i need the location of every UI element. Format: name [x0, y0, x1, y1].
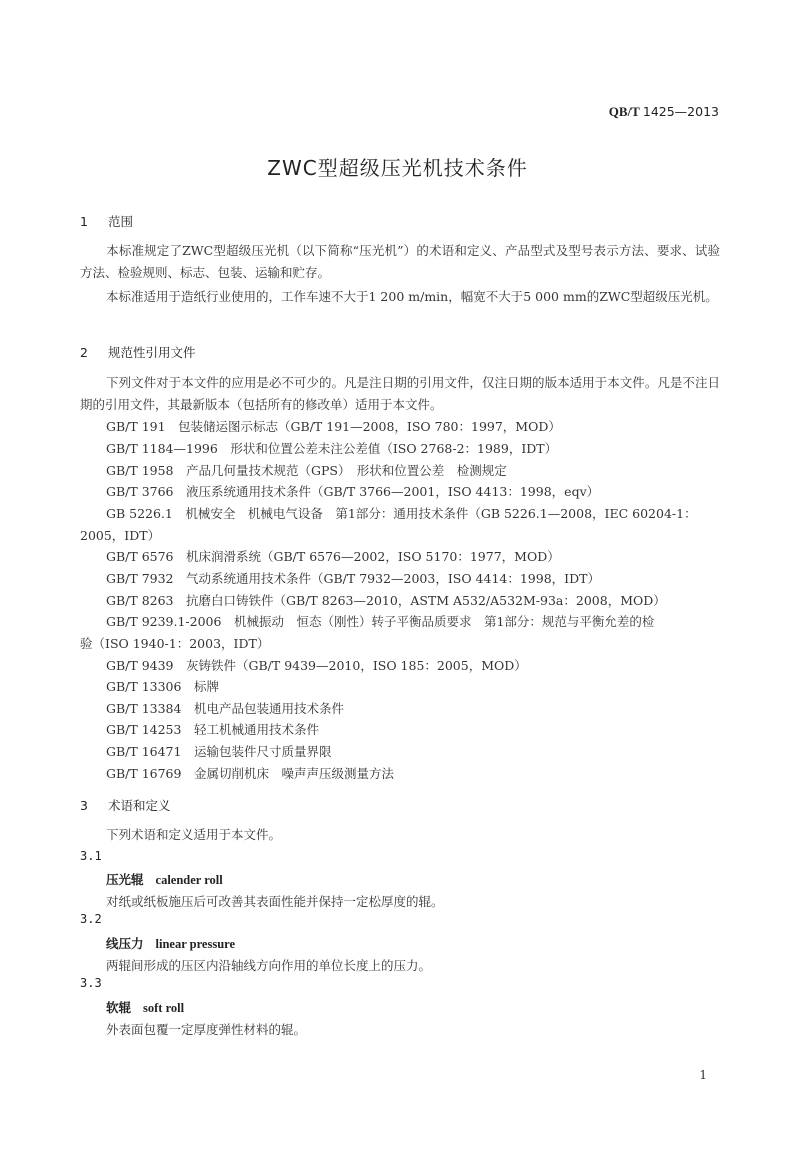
term-definition: 外表面包覆一定厚度弹性材料的辊。 — [106, 1022, 307, 1037]
reference-item-continuation: 2005，IDT） — [80, 528, 161, 543]
section-2-heading — [80, 343, 196, 361]
term-english: soft roll — [143, 1001, 185, 1015]
reference-item: GB/T 8263 抗磨白口铸铁件（GB/T 8263—2010，ASTM A532/A532M-93a：2008，MOD） — [106, 593, 666, 608]
paragraph — [80, 240, 720, 283]
term-entry — [106, 998, 184, 1016]
reference-item: GB/T 14253 轻工机械通用技术条件 — [106, 722, 319, 737]
reference-item: GB/T 9239.1-2006 机械振动 恒态（刚性）转子平衡品质要求 第1部分：规范与平衡允差的检 — [106, 614, 655, 629]
section-number: 3 — [80, 798, 88, 813]
section-3-heading — [80, 796, 171, 814]
paragraph — [80, 372, 720, 415]
reference-item: GB/T 191 包装储运图示标志（GB/T 191—2008，ISO 780：1997，MOD） — [106, 419, 561, 434]
paragraph-text: 下列文件对于本文件的应用是必不可少的。凡是注日期的引用文件，仅注日期的版本适用于本文件。凡是不注日期的引用文件，其最新版本（包括所有的修改单）适用于本文件。 — [80, 375, 720, 412]
reference-item-continuation: 验（ISO 1940-1：2003，IDT） — [80, 636, 270, 651]
reference-item: GB/T 13384 机电产品包装通用技术条件 — [106, 701, 344, 716]
section-title: 范围 — [108, 214, 134, 229]
section-title: 规范性引用文件 — [108, 345, 196, 360]
paragraph-text: 本标准适用于造纸行业使用的，工作车速不大于1 200 m/min，幅宽不大于5 000 mm的ZWC型超级压光机。 — [106, 289, 718, 304]
section-intro: 下列术语和定义适用于本文件。 — [106, 827, 282, 842]
reference-item: GB/T 13306 标牌 — [106, 679, 219, 694]
term-english: calender roll — [155, 873, 223, 887]
section-1-heading — [80, 212, 133, 230]
reference-item: GB/T 6576 机床润滑系统（GB/T 6576—2002，ISO 5170：1977，MOD） — [106, 549, 560, 564]
reference-item: GB 5226.1 机械安全 机械电气设备 第1部分：通用技术条件（GB 5226.1—2008，IEC 60204-1： — [106, 506, 697, 521]
reference-item: GB/T 1958 产品几何量技术规范（GPS） 形状和位置公差 检测规定 — [106, 463, 507, 478]
reference-item: GB/T 9439 灰铸铁件（GB/T 9439—2010，ISO 185：2005，MOD） — [106, 658, 527, 673]
term-number: 3.2 — [80, 912, 102, 926]
standard-code — [609, 104, 719, 120]
term-chinese: 线压力 — [106, 936, 144, 951]
term-definition: 对纸或纸板施压后可改善其表面性能并保持一定松厚度的辊。 — [106, 894, 444, 909]
reference-item: GB/T 16471 运输包装件尺寸质量界限 — [106, 744, 332, 759]
reference-item: GB/T 1184—1996 形状和位置公差未注公差值（ISO 2768-2：1989，IDT） — [106, 441, 558, 456]
term-number: 3.3 — [80, 976, 102, 990]
term-chinese: 压光辊 — [106, 872, 144, 887]
section-title: 术语和定义 — [108, 798, 171, 813]
term-definition: 两辊间形成的压区内沿轴线方向作用的单位长度上的压力。 — [106, 958, 432, 973]
term-english: linear pressure — [155, 937, 236, 951]
section-number: 1 — [80, 214, 88, 229]
paragraph-text: 本标准规定了ZWC型超级压光机（以下简称“压光机”）的术语和定义、产品型式及型号表示方法、要求、试验方法、检验规则、标志、包装、运输和贮存。 — [80, 243, 720, 280]
term-entry — [106, 934, 235, 952]
term-chinese: 软辊 — [106, 1000, 132, 1015]
paragraph — [80, 286, 720, 308]
term-entry — [106, 870, 223, 888]
term-number: 3.1 — [80, 849, 102, 863]
document-title: ZWC型超级压光机技术条件 — [267, 156, 528, 180]
standard-number: 1425—2013 — [642, 104, 719, 119]
reference-item: GB/T 3766 液压系统通用技术条件（GB/T 3766—2001，ISO 4413：1998，eqv） — [106, 484, 600, 499]
standard-prefix: QB/T — [608, 104, 640, 119]
page-number: 1 — [699, 1068, 707, 1082]
reference-item: GB/T 16769 金属切削机床 噪声声压级测量方法 — [106, 766, 394, 781]
section-number: 2 — [80, 345, 88, 360]
reference-item: GB/T 7932 气动系统通用技术条件（GB/T 7932—2003，ISO 4414：1998，IDT） — [106, 571, 600, 586]
